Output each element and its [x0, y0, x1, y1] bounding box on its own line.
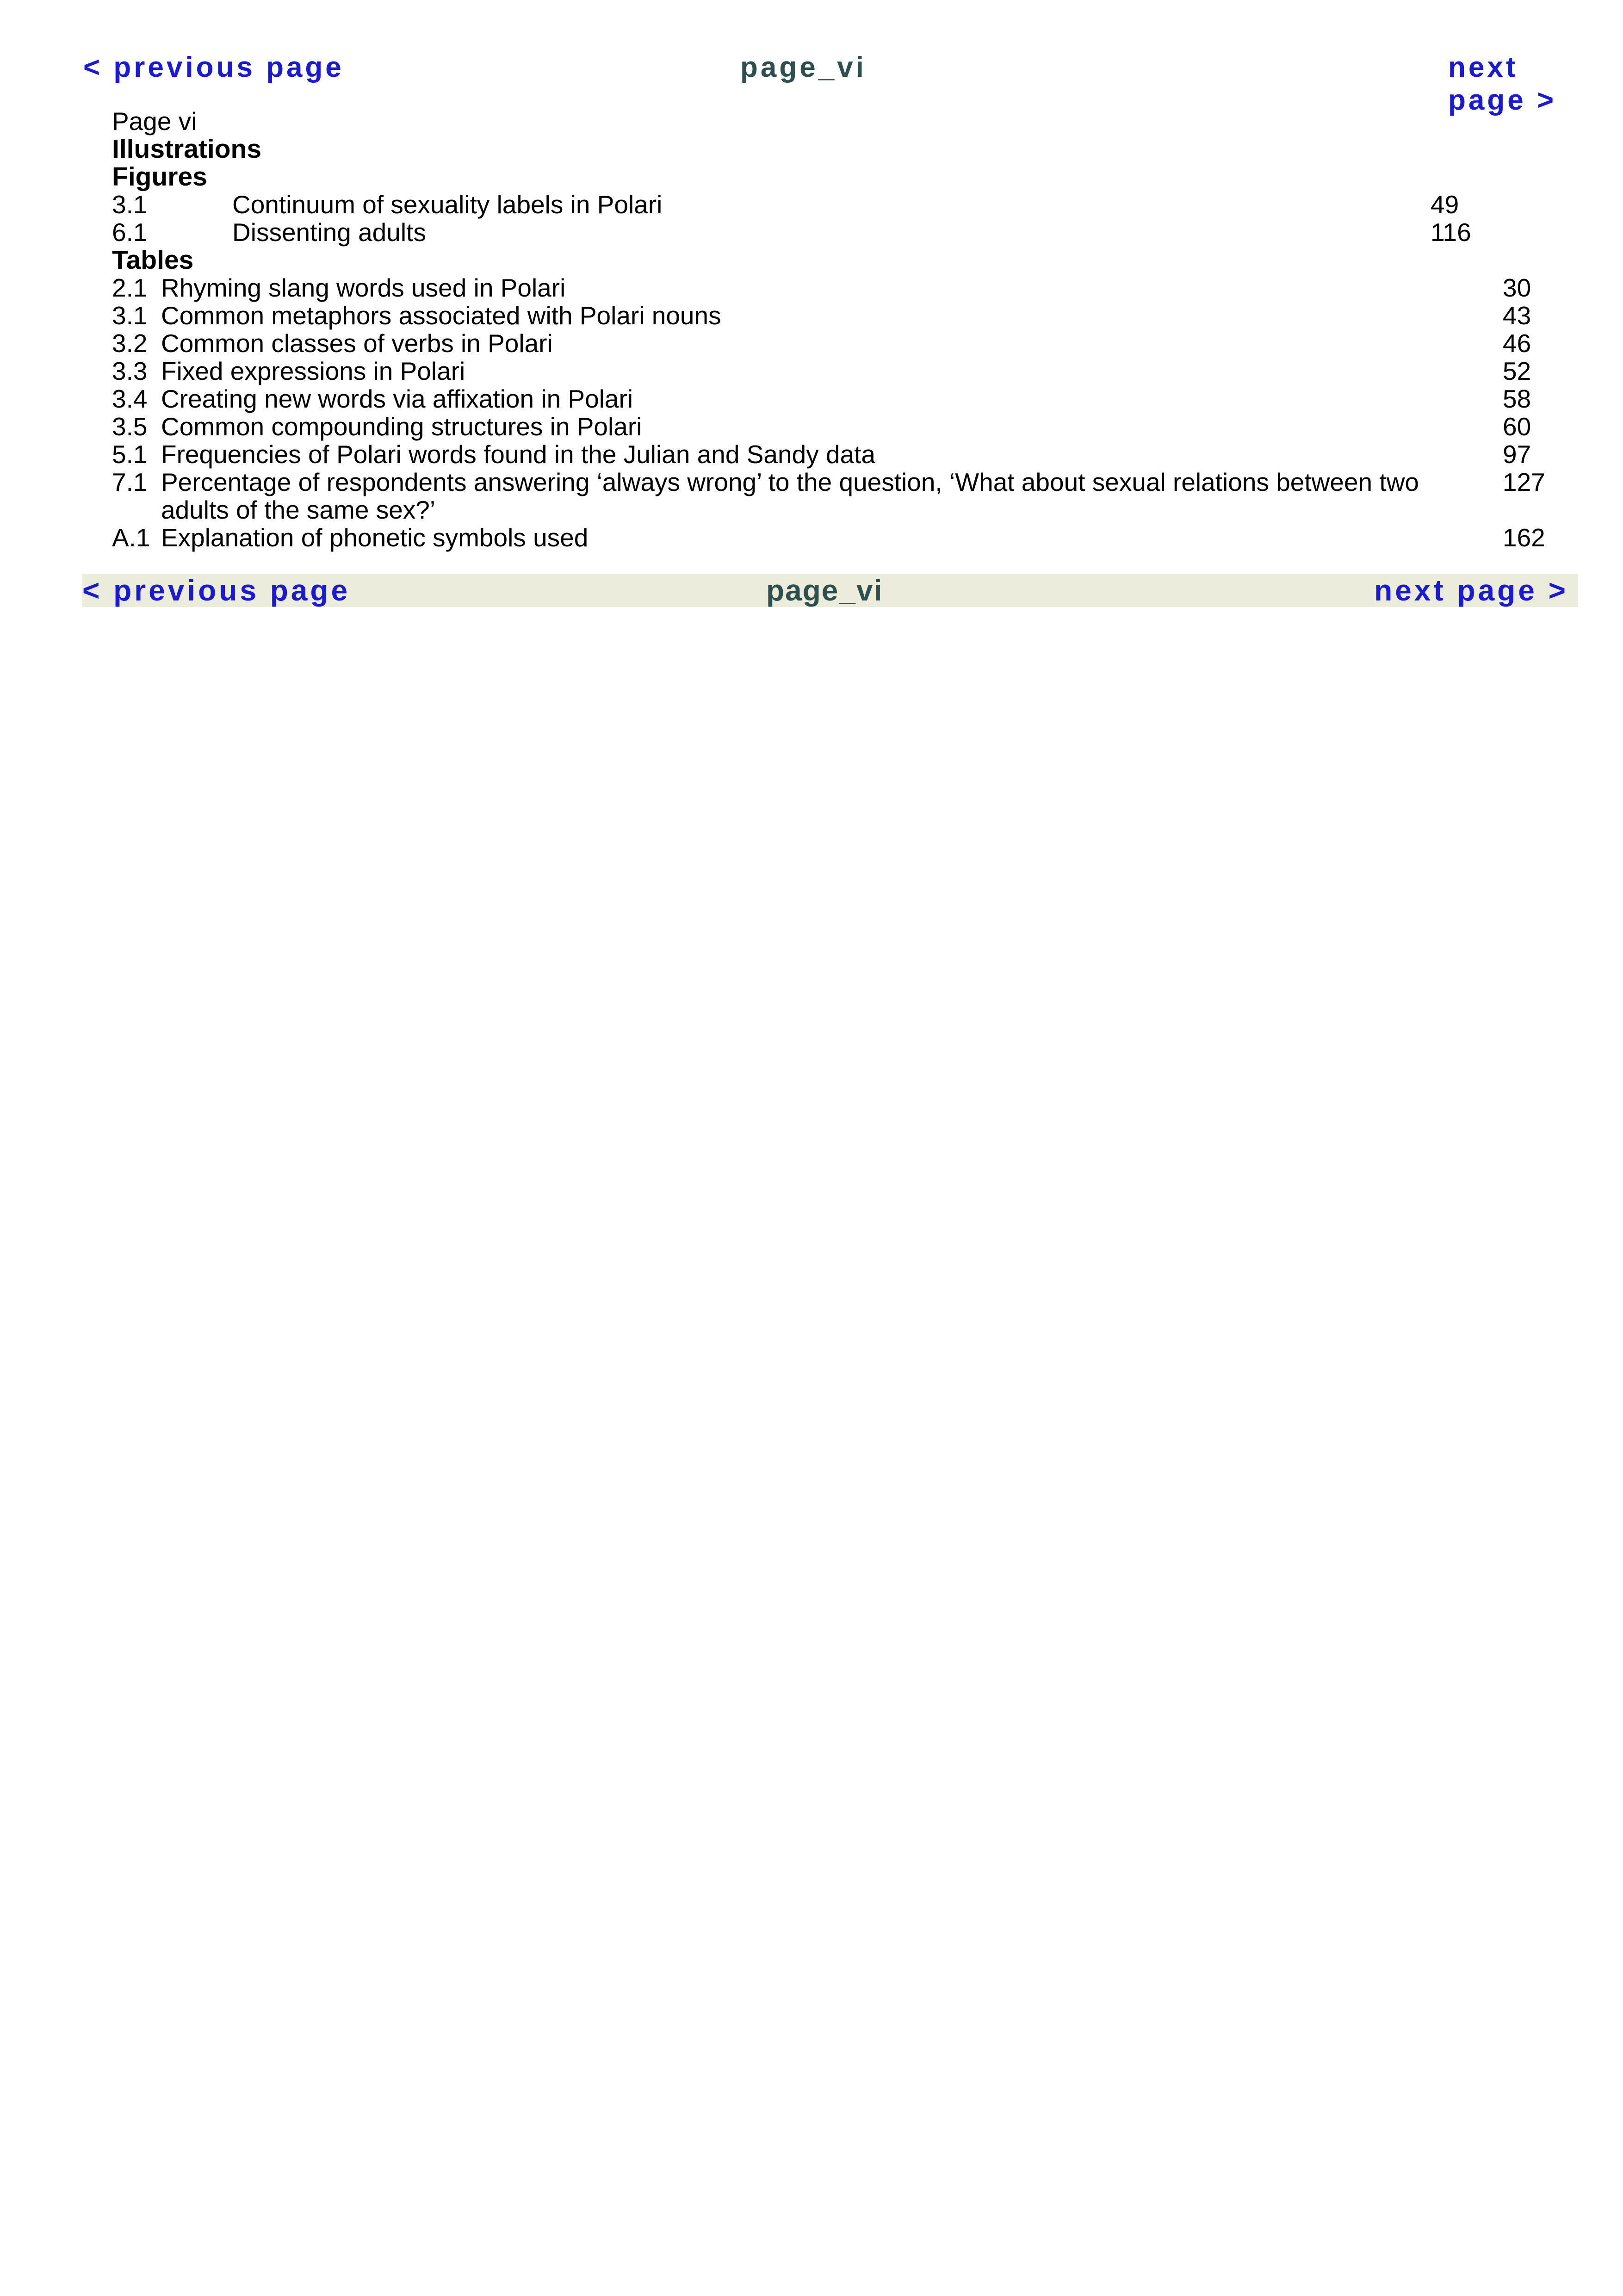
table-entry	[112, 413, 1555, 440]
table-entry	[112, 385, 1555, 413]
table-title: Percentage of respondents answering ‘always wrong’ to the question, ‘What about sexual relations between two adults of the same sex?’	[161, 468, 1419, 524]
table-number: 3.4	[112, 384, 148, 413]
figure-title: Continuum of sexuality labels in Polari	[232, 190, 663, 219]
page-content	[112, 107, 1555, 551]
current-page-label: page_vi	[766, 574, 883, 607]
table-title: Frequencies of Polari words found in the Julian and Sandy data	[161, 440, 876, 469]
table-page: 30	[1503, 273, 1531, 302]
table-title: Explanation of phonetic symbols used	[161, 523, 588, 552]
table-page: 60	[1503, 412, 1531, 441]
table-number: 5.1	[112, 440, 148, 469]
figure-page: 116	[1431, 218, 1471, 247]
table-title: Common classes of verbs in Polari	[161, 329, 553, 358]
figure-page: 49	[1431, 190, 1459, 219]
figure-title: Dissenting adults	[232, 218, 426, 247]
table-entry	[112, 274, 1555, 302]
tables-heading: Tables	[112, 245, 194, 275]
table-page: 52	[1503, 357, 1531, 385]
figure-entry	[112, 191, 1555, 218]
top-next-link[interactable]: next page >	[1448, 51, 1557, 116]
table-entry	[112, 302, 1555, 329]
figure-entry	[112, 218, 1555, 246]
illustrations-heading: Illustrations	[112, 134, 262, 164]
table-title: Creating new words via affixation in Polari	[161, 384, 633, 413]
table-number: 3.3	[112, 357, 148, 385]
figure-number: 6.1	[112, 218, 148, 247]
previous-page-link[interactable]: < previous page	[82, 574, 351, 607]
table-page: 43	[1503, 301, 1531, 330]
table-number: 2.1	[112, 273, 148, 302]
table-title: Rhyming slang words used in Polari	[161, 273, 566, 302]
table-title: Fixed expressions in Polari	[161, 357, 465, 385]
figure-number: 3.1	[112, 190, 148, 219]
table-entry	[112, 329, 1555, 357]
top-previous-link[interactable]: < previous page	[83, 51, 344, 83]
figures-heading: Figures	[112, 162, 207, 192]
table-entry	[112, 468, 1555, 524]
table-page: 97	[1503, 440, 1531, 469]
page-navigation-bar	[82, 574, 1578, 607]
table-entry	[112, 440, 1555, 468]
table-page: 127	[1503, 468, 1545, 496]
table-entry	[112, 357, 1555, 385]
table-page: 58	[1503, 384, 1531, 413]
next-page-link[interactable]: next page >	[1374, 574, 1568, 607]
top-current-page: page_vi	[740, 51, 867, 83]
table-title: Common compounding structures in Polari	[161, 412, 642, 441]
page-label: Page vi	[112, 107, 197, 136]
table-number: 7.1	[112, 468, 148, 496]
table-title: Common metaphors associated with Polari nouns	[161, 301, 721, 330]
table-number: 3.1	[112, 301, 148, 330]
table-entry	[112, 524, 1555, 551]
table-number: 3.5	[112, 412, 148, 441]
table-page: 162	[1503, 523, 1545, 552]
table-number: 3.2	[112, 329, 148, 358]
table-page: 46	[1503, 329, 1531, 358]
top-nav-strip-cutoff	[83, 51, 1573, 116]
table-number: A.1	[112, 523, 150, 552]
